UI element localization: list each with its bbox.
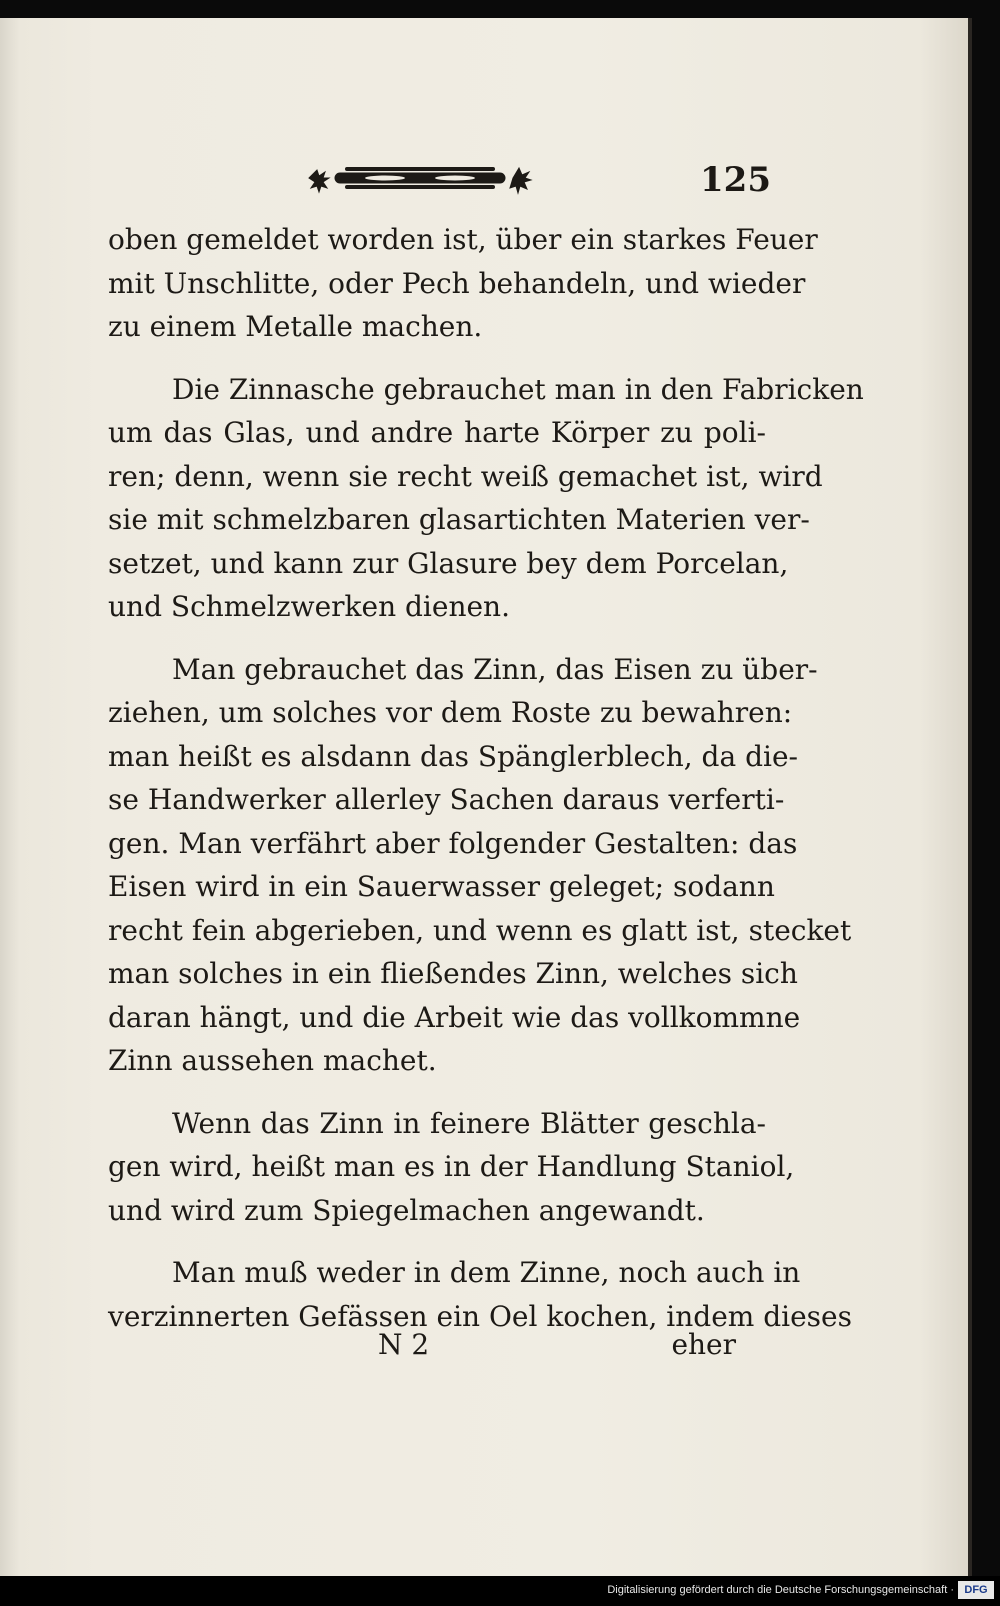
- text-line: daran hängt, und die Arbeit wie das vollkommne: [108, 1000, 801, 1034]
- paragraph: [108, 368, 864, 629]
- text-line: man solches in ein fließendes Zinn, welches sich: [108, 957, 798, 990]
- footer-bar: [0, 1576, 1000, 1606]
- text-line: um das Glas, und andre harte Körper zu poli-: [108, 416, 766, 449]
- text-line: mit Unschlitte, oder Pech behandeln, und wieder: [108, 266, 806, 300]
- text-line: Die Zinnasche gebrauchet man in den Fabricken: [172, 372, 864, 406]
- text-line: und Schmelzwerken dienen.: [108, 590, 510, 623]
- book-page: [0, 18, 972, 1576]
- text-line: gen wird, heißt man es in der Handlung Staniol,: [108, 1150, 795, 1183]
- text-line: oben gemeldet worden ist, über ein starkes Feuer: [108, 223, 818, 256]
- paragraph: [108, 1251, 852, 1338]
- text-line: Man muß weder in dem Zinne, noch auch in: [172, 1256, 801, 1289]
- text-line: gen. Man verfährt aber folgender Gestalten: das: [108, 826, 798, 860]
- text-line: Zinn aussehen machet.: [108, 1044, 437, 1077]
- text-line: se Handwerker allerley Sachen daraus verferti-: [108, 783, 785, 816]
- catchword: eher: [671, 1328, 736, 1361]
- text-line: setzet, und kann zur Glasure bey dem Porcelan,: [108, 546, 789, 580]
- text-line: ren; denn, wenn sie recht weiß gemachet ist, wird: [108, 459, 823, 493]
- dfg-logo: DFG: [958, 1581, 994, 1599]
- text-line: ziehen, um solches vor dem Roste zu bewahren:: [108, 696, 793, 729]
- text-line: sie mit schmelzbaren glasartichten Materien ver-: [108, 503, 810, 536]
- text-line: Man gebrauchet das Zinn, das Eisen zu über-: [172, 652, 818, 686]
- text-line: zu einem Metalle machen.: [108, 310, 483, 343]
- text-line: Wenn das Zinn in feinere Blätter geschla-: [172, 1106, 766, 1140]
- body-text: [108, 218, 864, 1338]
- paragraph: [108, 218, 818, 349]
- text-line: Eisen wird in ein Sauerwasser geleget; sodann: [108, 870, 775, 903]
- catchline: [108, 1328, 766, 1368]
- text-line: recht fein abgerieben, und wenn es glatt ist, stecket: [108, 913, 852, 947]
- paragraph: [108, 648, 852, 1083]
- digitization-credit: Digitalisierung gefördert durch die Deutsche Forschungsgemeinschaft ·: [607, 1584, 954, 1596]
- page-number: 125: [700, 160, 771, 200]
- signature-mark: N 2: [378, 1328, 430, 1361]
- text-line: verzinnerten Gefässen ein Oel kochen, indem dieses: [108, 1299, 852, 1333]
- paragraph: [108, 1102, 795, 1233]
- header-ornament-icon: [305, 158, 535, 198]
- text-line: man heißt es alsdann das Spänglerblech, da die-: [108, 739, 798, 773]
- text-line: und wird zum Spiegelmachen angewandt.: [108, 1193, 705, 1227]
